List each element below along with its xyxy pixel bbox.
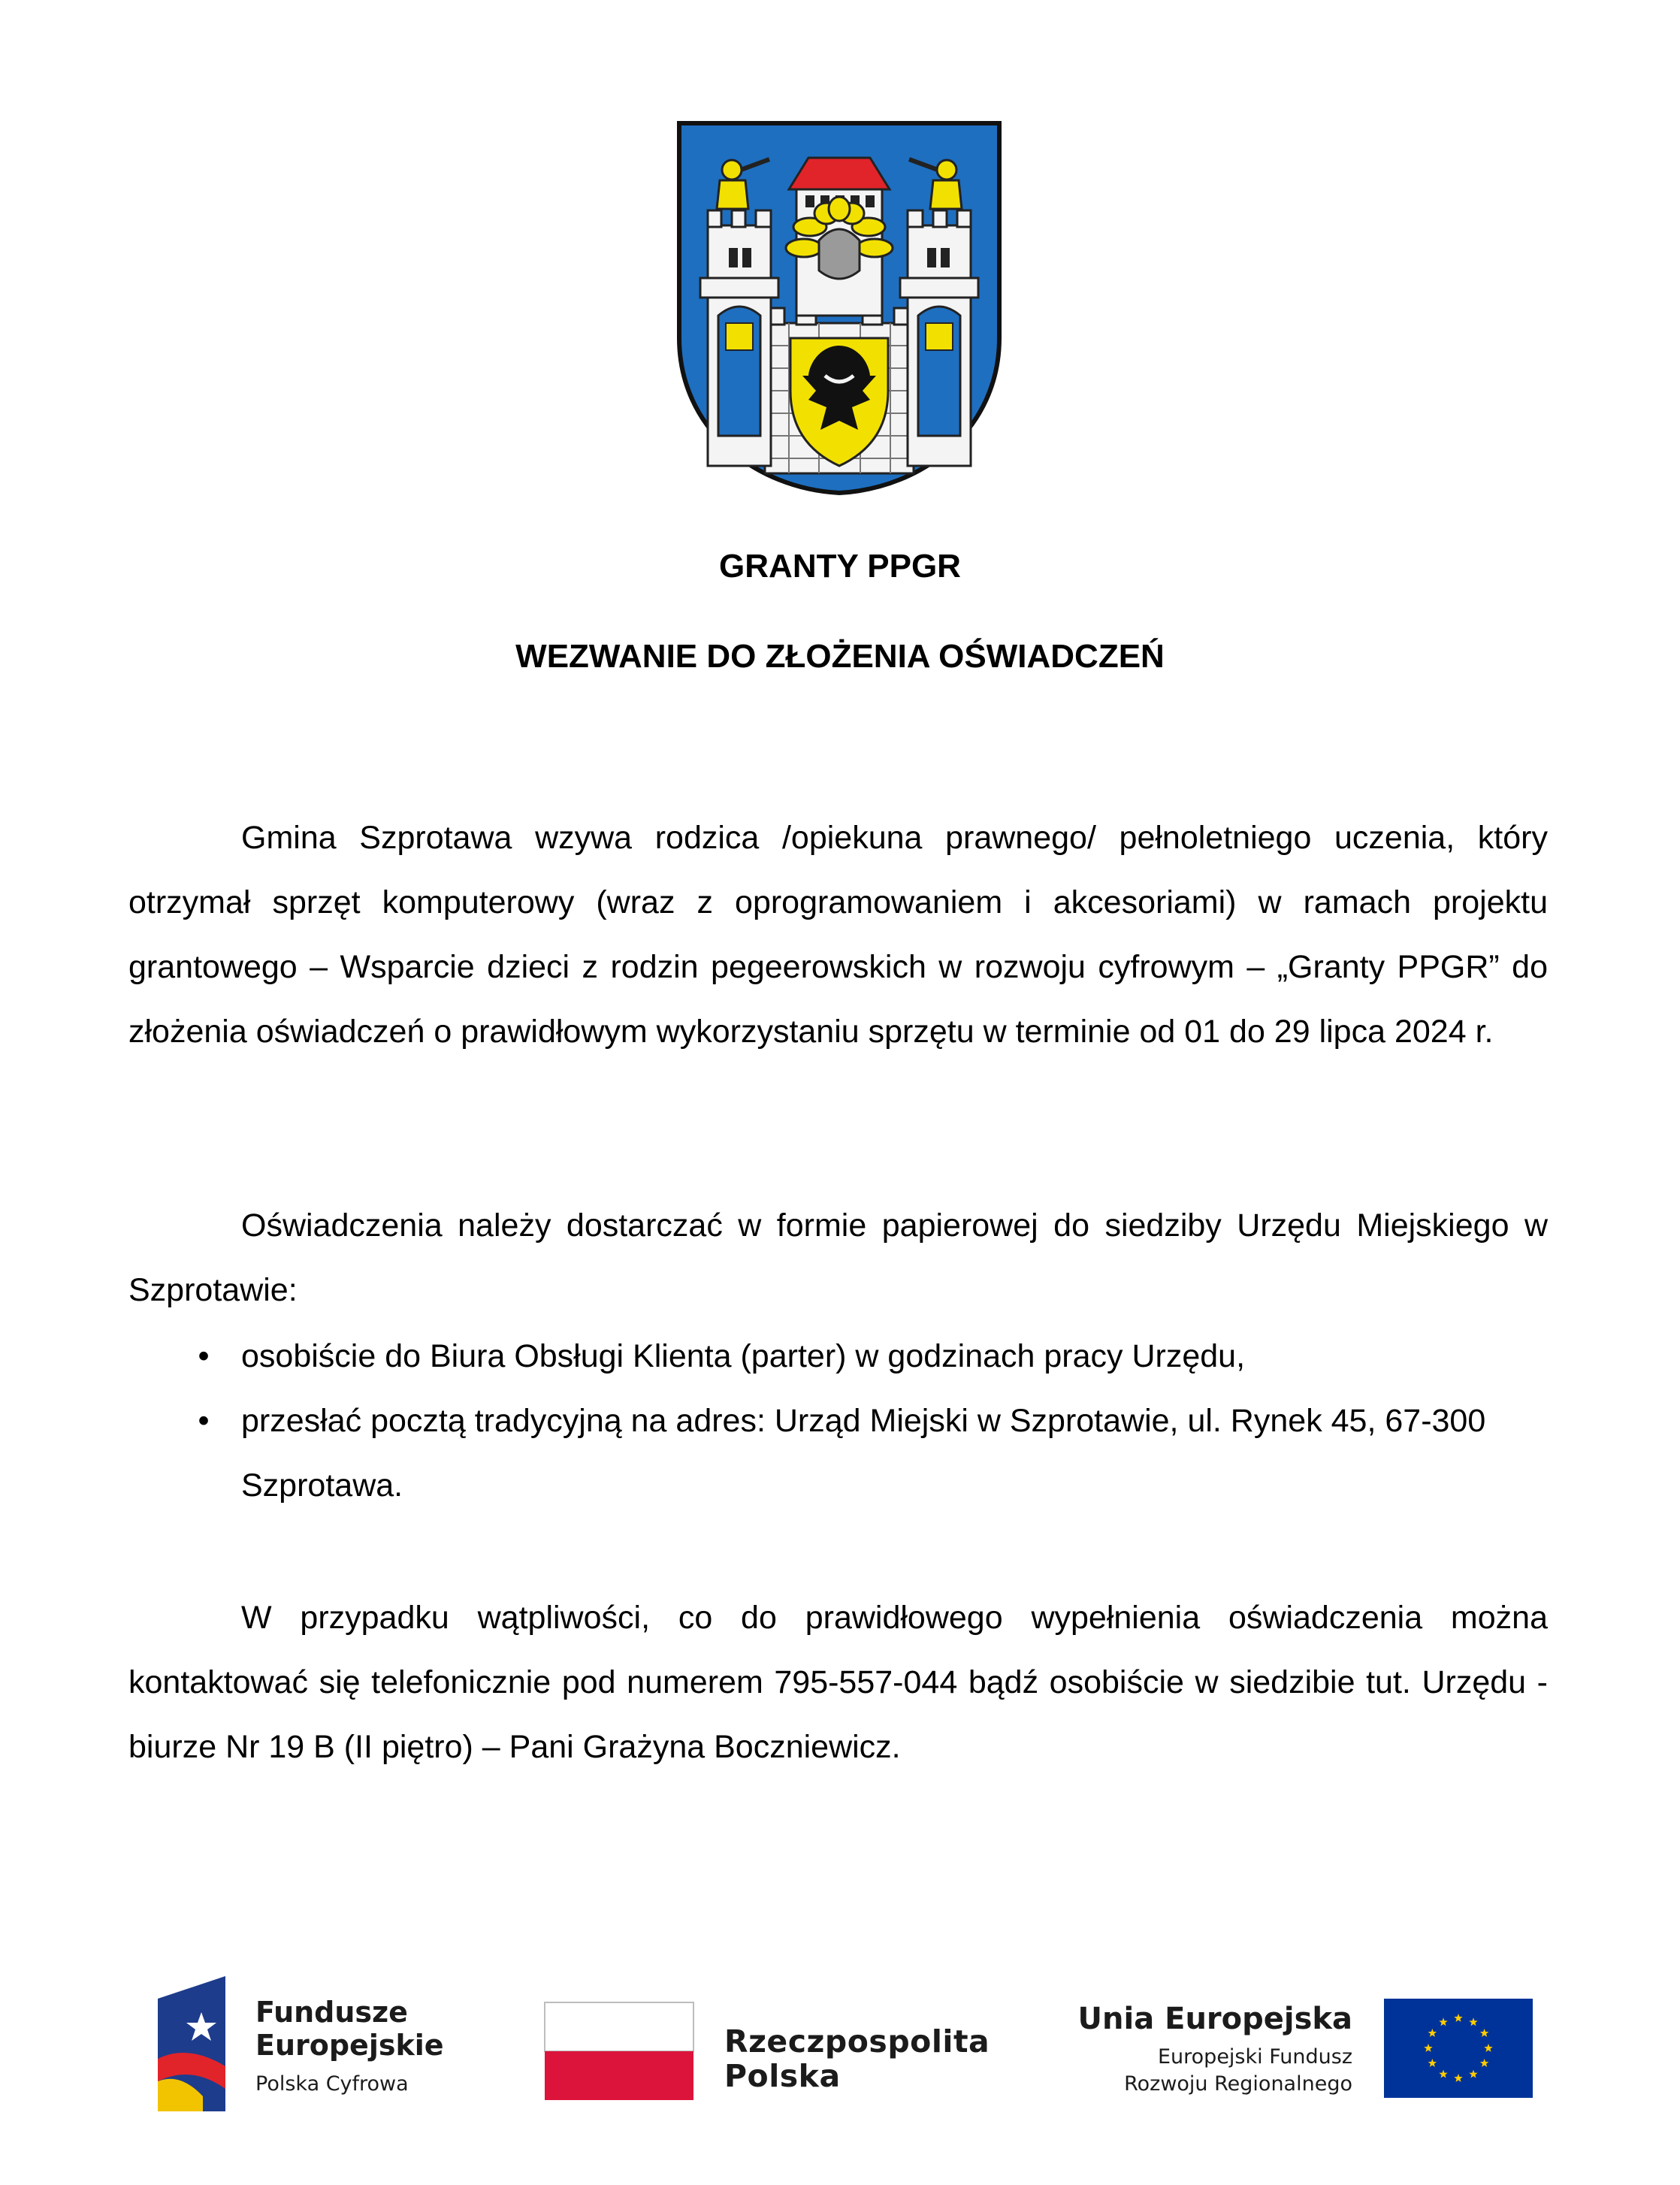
fundusze-europejskie-emblem-icon xyxy=(158,1976,233,2111)
paragraph-delivery: Oświadczenia należy dostarczać w formie papierowej do siedziby Urzędu Miejskiego w Szprotawie: xyxy=(128,1207,1548,1308)
footer-logos xyxy=(0,1969,1680,2119)
list-item xyxy=(128,1324,1548,1389)
list-item-text: przesłać pocztą tradycyjną na adres: Urząd Miejski w Szprotawie, ul. Rynek 45, 67-300 Szprotawa. xyxy=(241,1403,1486,1504)
rzeczpospolita-polska-logo xyxy=(544,1999,1025,2104)
coat-of-arms-icon xyxy=(676,120,1002,496)
eu-logo-line1: Unia Europejska xyxy=(1077,2002,1352,2036)
bullet-icon: • xyxy=(198,1403,210,1439)
eu-logo-line2: Europejski Fundusz xyxy=(1157,2045,1352,2069)
unia-europejska-logo xyxy=(1067,1999,1533,2104)
fe-logo-line2: Europejskie xyxy=(255,2029,444,2062)
fe-logo-line3: Polska Cyfrowa xyxy=(255,2072,409,2096)
pl-logo-line2: Polska xyxy=(724,2058,841,2094)
list-item-text: osobiście do Biura Obsługi Klienta (parter) w godzinach pracy Urzędu, xyxy=(241,1338,1246,1374)
document-subtitle: WEZWANIE DO ZŁOŻENIA OŚWIADCZEŃ xyxy=(515,638,1165,675)
pl-logo-line1: Rzeczpospolita xyxy=(724,2023,990,2060)
eu-flag-icon xyxy=(1384,1999,1533,2098)
coat-of-arms xyxy=(676,120,1002,496)
paragraph-contact: W przypadku wątpliwości, co do prawidłowego wypełnienia oświadczenia można kontaktować się telefonicznie pod numerem 795-557-044 bądź osobiście w siedzibie tut. Urzędu - biurze Nr 19 B (II piętro) – Pani Grażyna Boczniewicz. xyxy=(128,1600,1548,1765)
fe-logo-line1: Fundusze xyxy=(255,1996,408,2029)
list-item xyxy=(128,1389,1548,1518)
document-title: GRANTY PPGR xyxy=(719,548,961,585)
polish-flag-icon xyxy=(544,2002,694,2101)
bullet-icon: • xyxy=(198,1338,210,1374)
paragraph-summons: Gmina Szprotawa wzywa rodzica /opiekuna prawnego/ pełnoletniego uczenia, który otrzymał sprzęt komputerowy (wraz z oprogramowaniem i akcesoriami) w ramach projektu grantowego – Wsparcie dzieci z rodzin pegeerowskich w rozwoju cyfrowym – „Granty PPGR” do złożenia oświadczeń o prawidłowym wykorzystaniu sprzętu w terminie od 01 do 29 lipca 2024 r. xyxy=(128,820,1548,1050)
eu-logo-line3: Rozwoju Regionalnego xyxy=(1124,2072,1352,2096)
delivery-options-list xyxy=(128,1324,1548,1518)
fundusze-europejskie-logo xyxy=(158,1976,473,2111)
